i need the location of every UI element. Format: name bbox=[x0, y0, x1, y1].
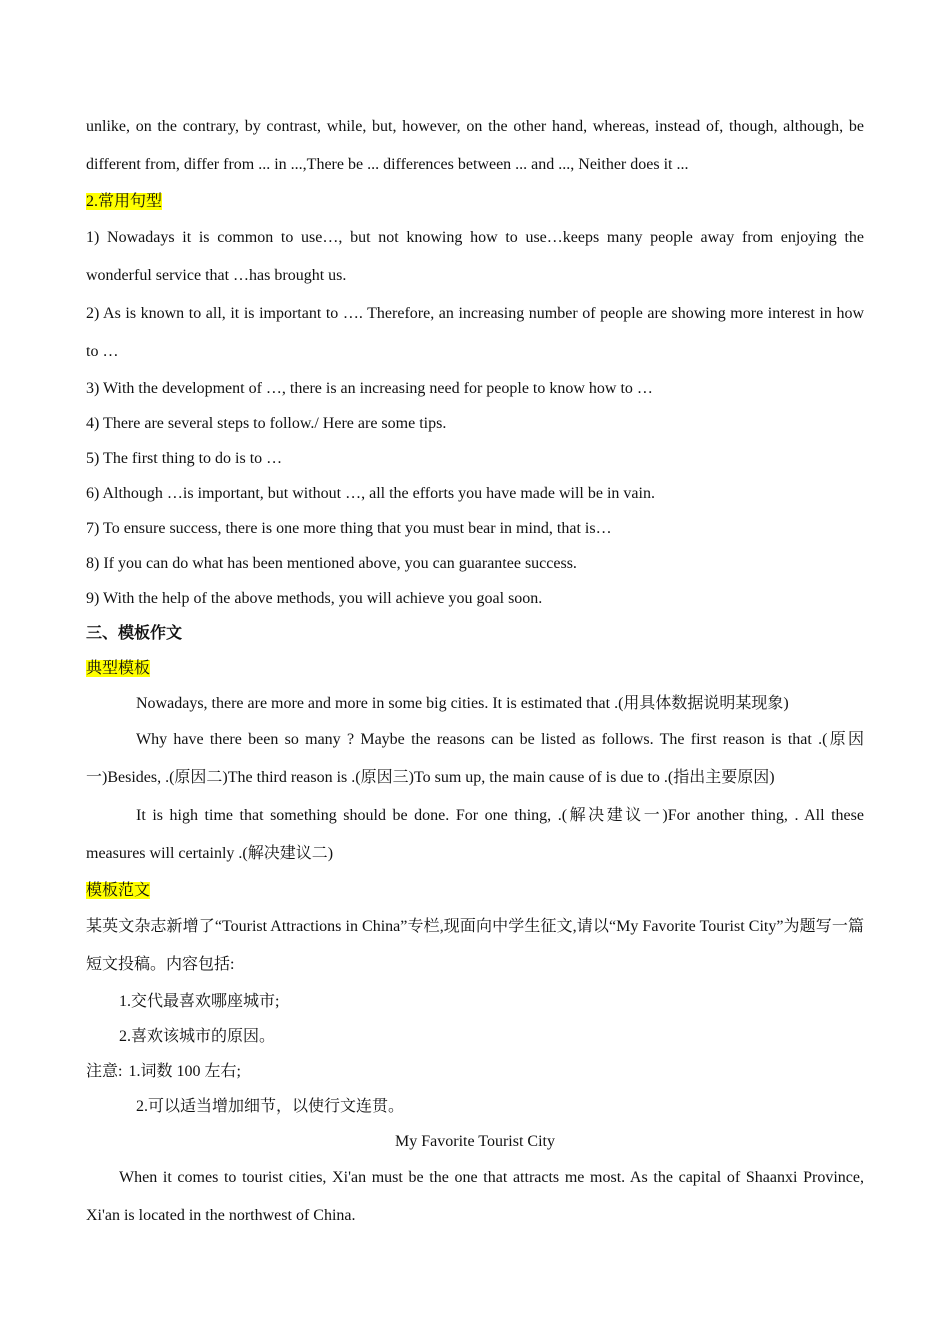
template-paragraph: Nowadays, there are more and more in some big cities. It is estimated that .(用具体数据说明某现象) bbox=[136, 695, 789, 712]
sentence-item: 8) If you can do what has been mentioned above, you can guarantee success. bbox=[86, 555, 577, 572]
essay-title: My Favorite Tourist City bbox=[395, 1133, 555, 1150]
template-paragraph: It is high time that something should be done. For one thing, .(解决建议一)For another thing, . All these measures will certainly .(解决建议二) bbox=[86, 807, 864, 862]
task-item: 1.交代最喜欢哪座城市; bbox=[119, 993, 280, 1010]
sentence-item: 1) Nowadays it is common to use…, but not knowing how to use…keeps many people away from enjoying the wonderful service that …has brought us. bbox=[86, 229, 864, 284]
task-intro: 某英文杂志新增了“Tourist Attractions in China”专栏,现面向中学生征文,请以“My Favorite Tourist City”为题写一篇短文投稿。内容包括: bbox=[86, 918, 864, 973]
note-label: 注意: bbox=[86, 1063, 123, 1080]
sample-heading: 模板范文 bbox=[86, 882, 151, 899]
connectors-paragraph: unlike, on the contrary, by contrast, while, but, however, on the other hand, whereas, instead of, though, although, be different from, differ from ... in ...,There be ... differences between ... and ..., Neither does it ... bbox=[86, 118, 864, 173]
sentence-item: 3) With the development of …, there is an increasing need for people to know how to … bbox=[86, 380, 653, 397]
section2-heading: 2.常用句型 bbox=[86, 193, 163, 210]
section2-heading-line bbox=[86, 184, 864, 219]
essay-paragraph: When it comes to tourist cities, Xi'an must be the one that attracts me most. As the capital of Shaanxi Province, Xi'an is located in the northwest of China. bbox=[86, 1169, 864, 1224]
sentence-item: 6) Although …is important, but without …, all the efforts you have made will be in vain. bbox=[86, 485, 655, 502]
template-paragraph: Why have there been so many ? Maybe the reasons can be listed as follows. The first reason is that .(原因一)Besides, .(原因二)The third reason is .(原因三)To sum up, the main cause of is due to .(指出主要原因) bbox=[86, 731, 864, 786]
sentence-item: 7) To ensure success, there is one more thing that you must bear in mind, that is… bbox=[86, 520, 612, 537]
note-item: 1.词数 100 左右; bbox=[128, 1063, 241, 1080]
task-item: 2.喜欢该城市的原因。 bbox=[119, 1028, 276, 1045]
section3-heading: 三、模板作文 bbox=[86, 625, 183, 642]
sentence-item: 9) With the help of the above methods, you will achieve you goal soon. bbox=[86, 590, 543, 607]
typical-template-heading-line bbox=[86, 651, 864, 686]
sentence-item: 5) The first thing to do is to … bbox=[86, 450, 283, 467]
typical-template-heading: 典型模板 bbox=[86, 660, 151, 677]
note-item: 2.可以适当增加细节，以使行文连贯。 bbox=[136, 1098, 405, 1115]
sentence-item: 2) As is known to all, it is important to …. Therefore, an increasing number of people are showing more interest in how to … bbox=[86, 305, 864, 360]
sentence-item: 4) There are several steps to follow./ Here are some tips. bbox=[86, 415, 447, 432]
document-page bbox=[86, 108, 864, 1235]
sample-heading-line bbox=[86, 873, 864, 908]
note-line bbox=[86, 1054, 864, 1089]
